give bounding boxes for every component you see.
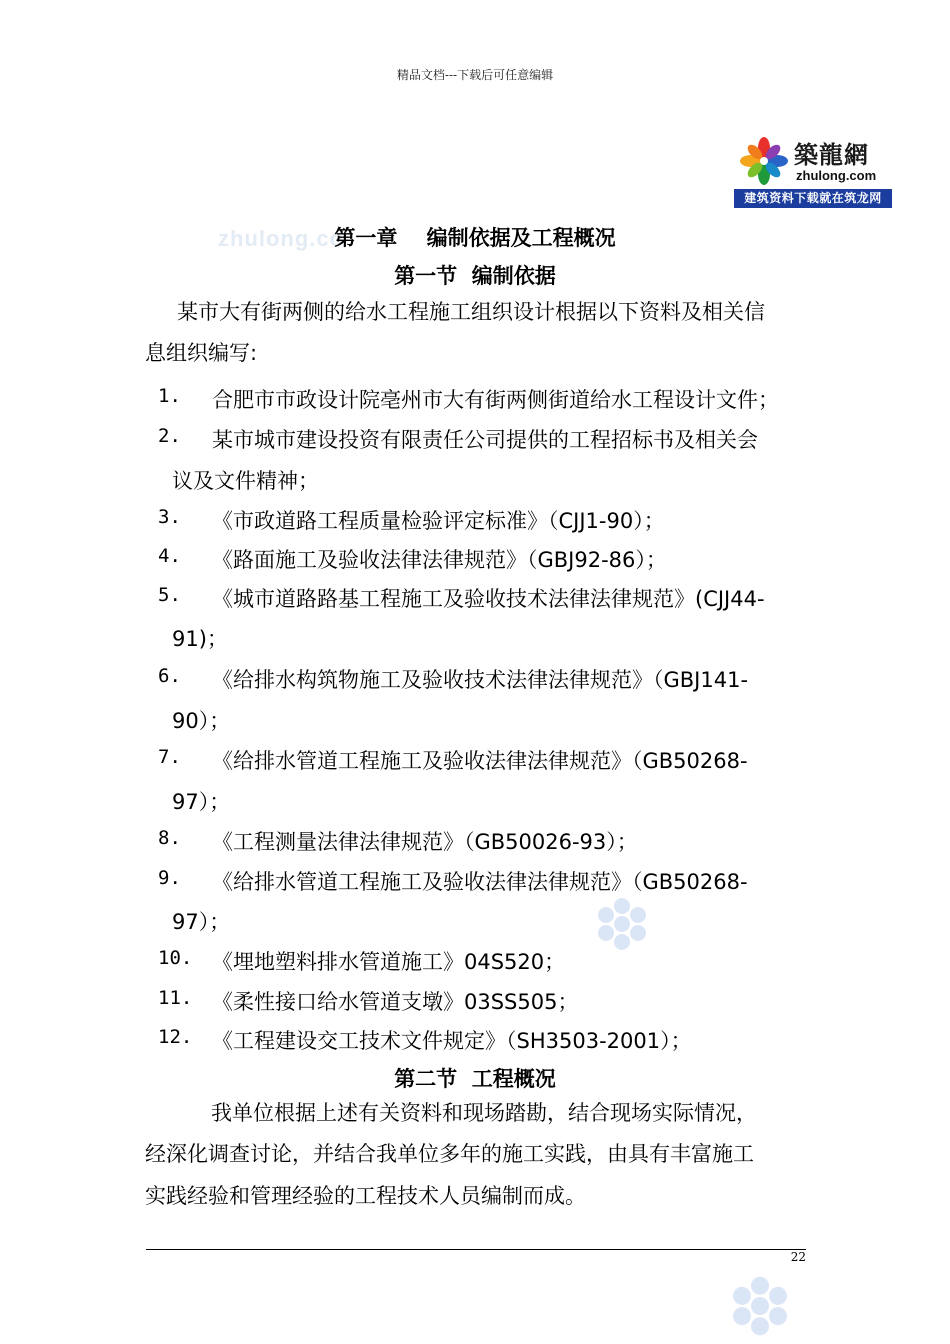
list-item-number: 8.: [158, 827, 181, 849]
list-item-number: 6.: [158, 665, 181, 687]
list-item-text: 《路面施工及验收法律法律规范》（GBJ92-86）；: [212, 548, 667, 572]
page-number: 22: [790, 1250, 806, 1264]
intro-line-1: 某市大有街两侧的给水工程施工组织设计根据以下资料及相关信: [177, 300, 765, 324]
list-item-text: 《给排水管道工程施工及验收法律法律规范》（GB50268-: [212, 870, 748, 894]
list-item-continuation: 90）；: [172, 709, 231, 733]
list-item-text: 《给排水构筑物施工及验收技术法律法律规范》（GBJ141-: [212, 668, 749, 692]
list-item-number: 5.: [158, 584, 181, 606]
watermark-text: zhulong.co: [218, 226, 345, 251]
watermark-flower-icon: [724, 1270, 796, 1342]
zhulong-logo: [734, 131, 892, 208]
list-item-continuation: 91)；: [172, 627, 228, 651]
list-item-text: 《给排水管道工程施工及验收法律法律规范》（GB50268-: [212, 749, 748, 773]
list-item-number: 12.: [158, 1026, 193, 1048]
logo-domain: zhulong.com: [796, 168, 877, 183]
flower-icon: [736, 133, 792, 189]
list-item-text: 《工程测量法律法律规范》（GB50026-93）；: [212, 830, 638, 854]
intro-line-2: 息组织编写:: [145, 341, 258, 365]
logo-slogan: 建筑资料下载就在筑龙网: [734, 189, 892, 208]
list-item-number: 1.: [158, 385, 181, 407]
list-item-continuation: 97）；: [172, 790, 231, 814]
footer-rule: [146, 1249, 806, 1250]
header-note: 精品文档---下载后可任意编辑: [396, 68, 554, 82]
list-item-text: 某市城市建设投资有限责任公司提供的工程招标书及相关会: [212, 428, 758, 452]
list-item-text: 《市政道路工程质量检验评定标准》（CJJ1-90）；: [212, 509, 665, 533]
list-item-text: 《城市道路路基工程施工及验收技术法律法律规范》(CJJ44-: [212, 587, 765, 611]
watermark-flower-icon: [590, 892, 654, 956]
list-item-number: 11.: [158, 987, 193, 1009]
list-item-continuation: 议及文件精神；: [172, 469, 319, 493]
list-item-text: 合肥市市政设计院亳州市大有街两侧街道给水工程设计文件；: [212, 388, 779, 412]
section-title-overview: 第二节 工程概况: [394, 1067, 556, 1091]
overview-line-3: 实践经验和管理经验的工程技术人员编制而成。: [145, 1184, 586, 1208]
logo-top: [734, 131, 892, 188]
section-title-basis: 第一节 编制依据: [394, 264, 556, 288]
list-item-text: 《工程建设交工技术文件规定》（SH3503-2001）；: [212, 1029, 692, 1053]
list-item-number: 9.: [158, 867, 181, 889]
overview-line-2: 经深化调查讨论，并结合我单位多年的施工实践，由具有丰富施工: [145, 1142, 754, 1166]
list-item-number: 4.: [158, 545, 181, 567]
list-item-continuation: 97）；: [172, 910, 231, 934]
logo-chinese-name: 築龍網: [794, 140, 869, 169]
list-item-number: 7.: [158, 746, 181, 768]
list-item-text: 《埋地塑料排水管道施工》04S520；: [212, 950, 566, 974]
overview-line-1: 我单位根据上述有关资料和现场踏勘，结合现场实际情况，: [211, 1101, 757, 1125]
list-item-number: 3.: [158, 506, 181, 528]
chapter-title: 第一章 编制依据及工程概况: [334, 226, 616, 250]
list-item-text: 《柔性接口给水管道支墩》03SS505；: [212, 990, 579, 1014]
list-item-number: 2.: [158, 425, 181, 447]
list-item-number: 10.: [158, 947, 193, 969]
